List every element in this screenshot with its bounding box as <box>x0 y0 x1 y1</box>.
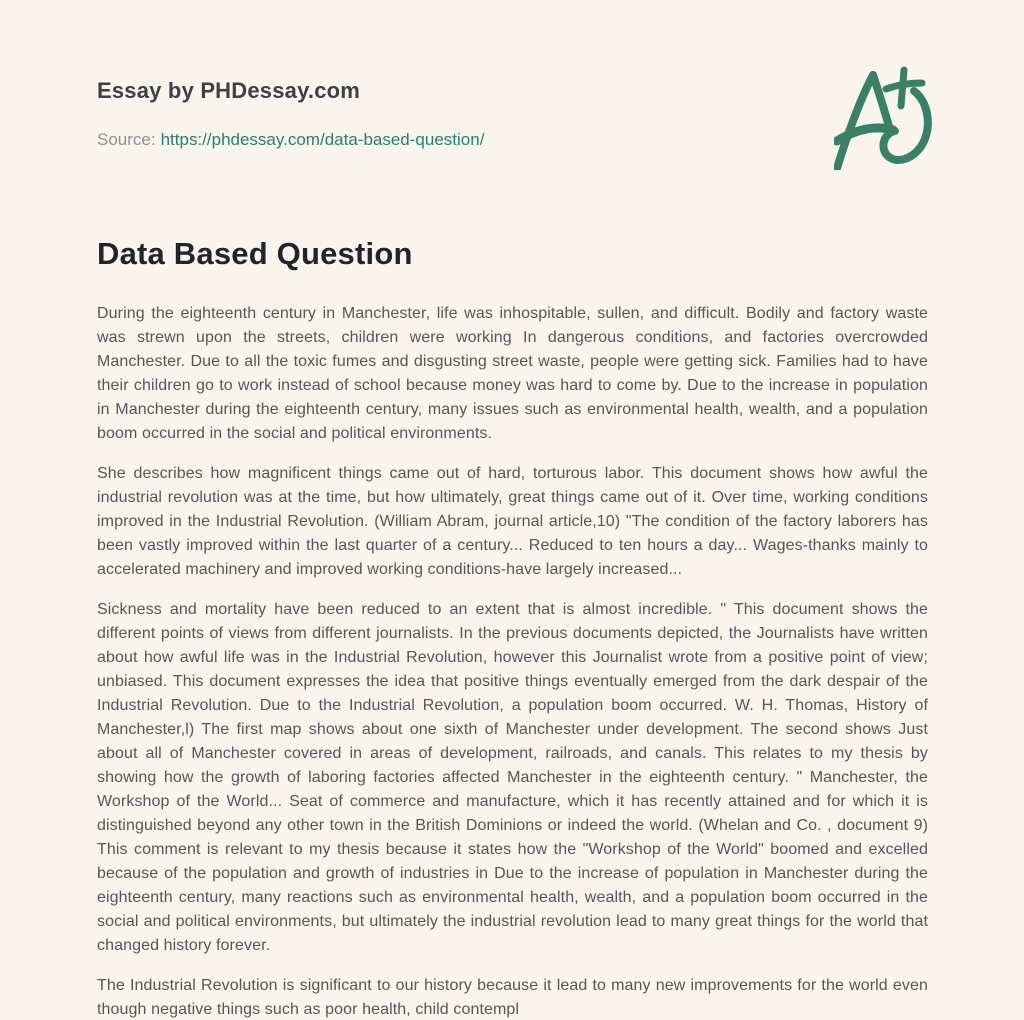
source-line <box>97 130 928 150</box>
content-column <box>97 0 928 1020</box>
essay-title: Data Based Question <box>97 236 413 271</box>
phdessay-logo <box>834 66 934 170</box>
essay-body <box>97 302 928 1020</box>
essay-paragraph-3: Sickness and mortality have been reduced to an extent that is almost incredible. " This document shows the different points of views from different journalists. In the previous documents depicted, the Journalists have written about how awful life was in the Industrial Revolution, however this Journalist wrote from a positive point of view; unbiased. This document expresses the idea that positive things eventually emerged from the dark despair of the Industrial Revolution. Due to the Industrial Revolution, a population boom occurred. W. H. Thomas, History of Manchester,l) The first map shows about one sixth of Manchester under development. The second shows Just about all of Manchester covered in areas of development, railroads, and canals. This relates to my thesis by showing how the growth of laboring factories affected Manchester in the eighteenth century. " Manchester, the Workshop of the World... Seat of commerce and manufacture, which it has recently attained and for which it is distinguished beyond any other town in the British Dominions or indeed the world. (Whelan and Co. , document 9) This comment is relevant to my thesis because it states how the "Workshop of the World" boomed and excelled because of the population and growth of industries in Due to the increase of population in Manchester during the eighteenth century, many reactions such as environmental health, wealth, and a population boom occurred in the social and political environments, but ultimately the industrial revolution lead to many great things for the world that changed history forever. <box>97 601 928 954</box>
essay-paragraph-4: The Industrial Revolution is significant to our history because it lead to many new improvements for the world even though negative things such as poor health, child contempl <box>97 977 928 1018</box>
essay-paragraph-1: During the eighteenth century in Manchester, life was inhospitable, sullen, and difficult. Bodily and factory waste was strewn upon the streets, children were working In dangerous conditions, and factories overcrowded Manchester. Due to all the toxic fumes and disgusting street waste, people were getting sick. Families had to have their children go to work instead of school because money was hard to come by. Due to the increase in population in Manchester during the eighteenth century, many issues such as environmental health, wealth, and a population boom occurred in the social and political environments. <box>97 305 928 442</box>
source-link[interactable]: https://phdessay.com/data-based-question/ <box>160 130 485 149</box>
a-plus-icon <box>834 66 934 170</box>
header <box>97 0 928 150</box>
byline: Essay by PHDessay.com <box>97 78 361 103</box>
source-label: Source: <box>97 130 156 149</box>
essay-paragraph-2: She describes how magnificent things came out of hard, torturous labor. This document shows how awful the industrial revolution was at the time, but how ultimately, great things came out of it. Over time, working conditions improved in the Industrial Revolution. (William Abram, journal article,10) "The condition of the factory laborers has been vastly improved within the last quarter of a century... Reduced to ten hours a day... Wages-thanks mainly to accelerated machinery and improved working conditions-have largely increased... <box>97 465 928 578</box>
